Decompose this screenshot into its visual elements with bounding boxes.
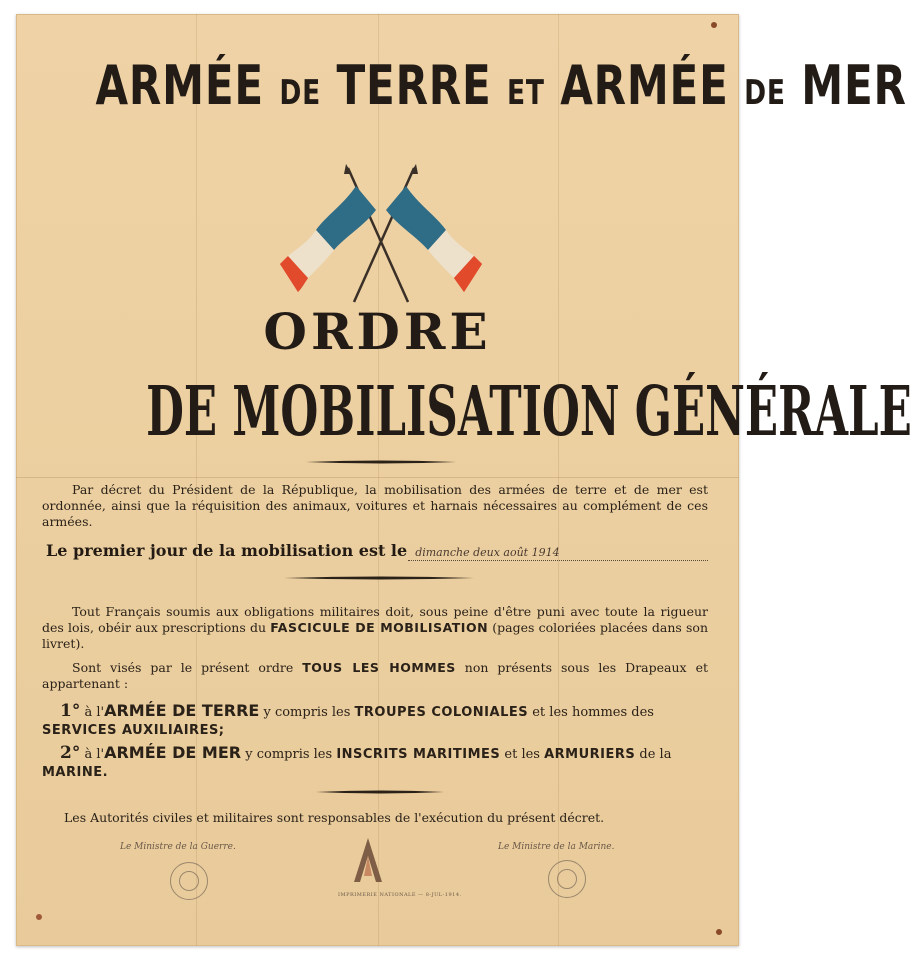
item-1-number: 1° bbox=[60, 701, 81, 721]
title-mobilisation-generale: DE MOBILISATION GÉNÉRALE bbox=[146, 372, 912, 452]
concerned-text-start: Sont visés par le présent ordre bbox=[72, 660, 303, 675]
pin-hole-bottom-left bbox=[36, 914, 42, 920]
header-title bbox=[95, 54, 907, 117]
item-1-text-a: à l' bbox=[80, 705, 105, 720]
crossed-french-flags-icon bbox=[286, 164, 476, 304]
pin-hole-top-right bbox=[711, 22, 717, 28]
signature-minister-war: Le Ministre de la Guerre. bbox=[120, 842, 236, 852]
first-day-line bbox=[46, 541, 560, 560]
date-fill-line bbox=[408, 560, 708, 561]
item-2-text-d: de la bbox=[635, 747, 672, 762]
item-1-text-c: et les hommes des bbox=[528, 705, 654, 720]
signature-minister-navy: Le Ministre de la Marine. bbox=[498, 842, 615, 852]
header-word-armee-2: ARMÉE bbox=[560, 54, 729, 117]
closing-line: Les Autorités civiles et militaires sont responsables de l'exécution du présent décret. bbox=[64, 810, 605, 825]
first-day-label: Le premier jour de la mobilisation est le bbox=[46, 541, 408, 560]
ornament-divider-2 bbox=[284, 576, 474, 580]
concerned-text-end: non présents sous les Drapeaux et appartenant : bbox=[42, 660, 708, 691]
printer-imprint: IMPRIMERIE NATIONALE — 8-JUL-1914. bbox=[338, 892, 462, 898]
header-word-terre: TERRE bbox=[336, 54, 492, 117]
header-word-mer: MER bbox=[801, 54, 907, 117]
item-2-text-c: et les bbox=[500, 747, 545, 762]
item-armee-de-terre bbox=[42, 702, 712, 740]
handwritten-date: dimanche deux août 1914 bbox=[415, 546, 560, 559]
services-auxiliaires: SERVICES AUXILIAIRES; bbox=[42, 723, 225, 738]
header-word-armee-1: ARMÉE bbox=[95, 54, 264, 117]
title-ordre: ORDRE bbox=[263, 302, 492, 361]
item-1-text-b: y compris les bbox=[259, 705, 355, 720]
tous-les-hommes: TOUS LES HOMMES bbox=[302, 660, 456, 675]
fold-line-vertical-center bbox=[378, 14, 379, 946]
seal-ministry-navy-icon bbox=[548, 860, 586, 898]
inscrits-maritimes: INSCRITS MARITIMES bbox=[336, 747, 501, 762]
poster bbox=[16, 14, 912, 946]
ornament-divider-3 bbox=[316, 790, 444, 794]
decree-paragraph: Par décret du Président de la République, la mobilisation des armées de terre et de mer est ordonnée, ainsi que la réquisition des animaux, voitures et harnais nécessaires au complément de ces armées. bbox=[42, 482, 708, 529]
pin-hole-bottom-right bbox=[716, 929, 722, 935]
armuriers: ARMURIERS bbox=[544, 747, 636, 762]
printer-emblem-icon bbox=[350, 836, 386, 886]
item-2-text-b: y compris les bbox=[241, 747, 337, 762]
item-2-corps: ARMÉE DE MER bbox=[104, 743, 242, 762]
obligations-text-start: Tout Français soumis aux obligations militaires doit, sous peine d'être puni avec toute la rigueur des lois, obéir aux prescriptions du bbox=[42, 604, 708, 635]
header-word-de-2: DE bbox=[744, 73, 786, 113]
item-armee-de-mer bbox=[42, 744, 712, 782]
seal-ministry-war-icon bbox=[170, 862, 208, 900]
fold-line-vertical-right bbox=[558, 14, 559, 946]
obligations-paragraph bbox=[42, 604, 708, 652]
header-word-et: ET bbox=[507, 73, 545, 113]
troupes-coloniales: TROUPES COLONIALES bbox=[354, 705, 529, 720]
fascicule-de-mobilisation: FASCICULE DE MOBILISATION bbox=[270, 620, 489, 635]
item-2-number: 2° bbox=[60, 743, 81, 763]
header-word-de-1: DE bbox=[279, 73, 322, 113]
ornament-divider-1 bbox=[306, 460, 456, 464]
item-1-corps: ARMÉE DE TERRE bbox=[104, 701, 260, 720]
obligations-text-end: (pages coloriées placées dans son livret). bbox=[42, 620, 708, 651]
fold-line-vertical-left bbox=[196, 14, 197, 946]
item-2-text-a: à l' bbox=[80, 747, 105, 762]
marine: MARINE. bbox=[42, 765, 109, 780]
concerned-paragraph bbox=[42, 660, 708, 692]
